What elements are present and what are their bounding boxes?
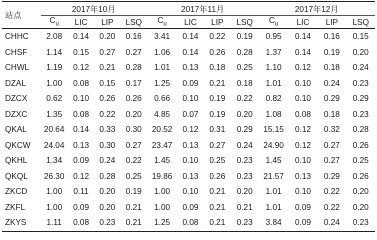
table-row (2, 29, 375, 45)
cu-header: C (268, 16, 275, 26)
site-cell: CHWL (5, 63, 30, 73)
value-cell: 0.14 (73, 32, 89, 42)
value-cell: 0.26 (352, 140, 369, 150)
value-cell: 0.28 (236, 47, 253, 57)
value-cell: 3.84 (258, 215, 288, 231)
metric-header: LIP (101, 17, 114, 27)
value-cell: 0.28 (99, 171, 116, 181)
metric-header: LSQ (352, 17, 369, 27)
value-cell: 1.35 (46, 109, 63, 119)
value-cell: 0.66 (154, 94, 171, 104)
table-row (2, 91, 375, 107)
metric-header: $C_u$ (49, 16, 59, 28)
value-cell: 0.12 (295, 63, 311, 73)
value-cell: 26.30 (43, 171, 65, 181)
data-table (2, 1, 375, 232)
value-cell: 1.01 (265, 78, 282, 88)
metric-header: $C_u$ (157, 16, 167, 28)
period-header-row (2, 2, 375, 16)
value-cell: 4.85 (154, 109, 171, 119)
value-cell: 1.01 (154, 63, 171, 73)
value-cell: 0.20 (236, 187, 253, 197)
value-cell: 1.00 (154, 187, 171, 197)
value-cell: 0.10 (295, 187, 311, 197)
metric-header: LIC (74, 17, 88, 27)
value-cell: 15.15 (263, 125, 284, 135)
value-cell: 3.41 (154, 32, 171, 42)
table-row (2, 60, 375, 76)
value-cell: 0.27 (323, 140, 340, 150)
value-cell: 0.24 (317, 215, 346, 231)
value-cell: 0.23 (352, 109, 369, 119)
value-cell: 0.30 (125, 125, 142, 135)
metric-header: LIC (184, 17, 197, 27)
value-cell: 0.22 (209, 32, 226, 42)
metric-header: LSQ (125, 17, 142, 27)
value-cell: 0.23 (347, 215, 375, 231)
value-cell: 0.21 (209, 78, 226, 88)
value-cell: 0.22 (323, 202, 340, 212)
value-cell: 0.19 (236, 32, 253, 42)
value-cell: 0.23 (236, 156, 253, 166)
cu-header: C (157, 16, 164, 26)
value-cell: 0.20 (236, 109, 253, 119)
value-cell: 0.26 (352, 171, 369, 181)
value-cell: 0.18 (323, 63, 340, 73)
value-cell: 0.09 (182, 78, 199, 88)
value-cell: 2.08 (46, 32, 63, 42)
value-cell: 0.28 (352, 125, 369, 135)
value-cell: 0.08 (177, 215, 203, 231)
value-cell: 0.29 (323, 171, 340, 181)
value-cell: 0.14 (182, 32, 199, 42)
site-cell: DZAL (5, 78, 26, 88)
value-cell: 0.29 (323, 94, 340, 104)
value-cell: 20.64 (43, 125, 65, 135)
value-cell: 0.08 (73, 109, 89, 119)
value-cell: 1.01 (265, 187, 282, 197)
metric-header: LSQ (236, 17, 253, 27)
value-cell: 0.09 (295, 202, 311, 212)
value-cell: 1.00 (46, 202, 63, 212)
value-cell: 0.13 (73, 140, 89, 150)
value-cell: 0.25 (125, 171, 142, 181)
metric-header-row (2, 16, 375, 29)
value-cell: 0.16 (125, 32, 142, 42)
value-cell: 0.09 (73, 156, 89, 166)
site-cell: QKAL (5, 125, 27, 135)
value-cell: 0.10 (73, 94, 89, 104)
value-cell: 0.26 (99, 94, 116, 104)
table-row (2, 107, 375, 123)
value-cell: 0.14 (73, 125, 89, 135)
value-cell: 0.13 (295, 171, 311, 181)
value-cell: 0.23 (352, 78, 369, 88)
value-cell: 0.18 (209, 63, 226, 73)
value-cell: 0.23 (94, 215, 120, 231)
value-cell: 0.15 (73, 47, 89, 57)
value-cell: 0.95 (265, 32, 282, 42)
table-row (2, 138, 375, 154)
value-cell: 0.19 (209, 109, 226, 119)
value-cell: 0.32 (323, 125, 340, 135)
site-cell: QKCW (5, 140, 31, 150)
value-cell: 0.20 (99, 202, 116, 212)
value-cell: 0.20 (125, 109, 142, 119)
value-cell: 0.10 (182, 156, 199, 166)
value-cell: 0.11 (73, 187, 89, 197)
table-body (2, 29, 375, 232)
value-cell: 0.24 (323, 78, 340, 88)
value-cell: 0.08 (68, 215, 94, 231)
metric-header: LIP (325, 17, 338, 27)
value-cell: 0.16 (323, 32, 340, 42)
value-cell: 0.14 (182, 47, 199, 57)
value-cell: 0.19 (323, 47, 340, 57)
value-cell: 0.29 (352, 94, 369, 104)
value-cell: 0.27 (125, 47, 142, 57)
value-cell: 0.07 (182, 109, 199, 119)
value-cell: 21.57 (263, 171, 284, 181)
cu-header: C (49, 16, 56, 26)
value-cell: 0.10 (295, 94, 311, 104)
value-cell: 0.28 (125, 63, 142, 73)
value-cell: 0.20 (99, 32, 116, 42)
value-cell: 0.62 (46, 94, 63, 104)
value-cell: 0.08 (73, 78, 89, 88)
value-cell: 1.01 (265, 202, 282, 212)
value-cell: 0.23 (236, 171, 253, 181)
table-row (2, 169, 375, 185)
value-cell: 0.24 (352, 63, 369, 73)
value-cell: 0.22 (125, 156, 142, 166)
value-cell: 1.00 (46, 187, 63, 197)
value-cell: 0.25 (352, 156, 369, 166)
value-cell: 0.18 (323, 109, 340, 119)
value-cell: 0.25 (236, 63, 253, 73)
table-row (2, 184, 375, 200)
value-cell: 0.24 (99, 156, 116, 166)
period-header: 2017年11月 (147, 2, 258, 16)
value-cell: 0.18 (236, 78, 253, 88)
value-cell: 19.86 (151, 171, 173, 181)
value-cell: 0.12 (73, 63, 89, 73)
value-cell: 1.06 (154, 47, 171, 57)
value-cell: 1.45 (265, 156, 282, 166)
site-cell: CHHC (5, 32, 29, 42)
value-cell: 0.25 (209, 156, 226, 166)
site-header: 站点 (2, 2, 41, 29)
value-cell: 0.21 (209, 202, 226, 212)
value-cell: 1.37 (265, 47, 282, 57)
value-cell: 0.33 (99, 125, 116, 135)
value-cell: 0.82 (265, 94, 282, 104)
value-cell: 0.09 (73, 202, 89, 212)
value-cell: 1.45 (154, 156, 171, 166)
value-cell: 0.12 (295, 125, 311, 135)
table-row (2, 215, 375, 231)
value-cell: 0.13 (182, 171, 199, 181)
value-cell: 1.25 (154, 78, 171, 88)
table-row (2, 122, 375, 138)
value-cell: 0.20 (352, 187, 369, 197)
value-cell: 0.22 (236, 94, 253, 104)
value-cell: 0.15 (352, 32, 369, 42)
value-cell: 0.31 (209, 125, 226, 135)
value-cell: 0.09 (289, 215, 317, 231)
value-cell: 1.25 (147, 215, 177, 231)
value-cell: 1.10 (265, 63, 282, 73)
value-cell: 1.00 (46, 78, 63, 88)
value-cell: 0.21 (236, 202, 253, 212)
value-cell: 0.26 (125, 94, 142, 104)
site-cell: QKHL (5, 156, 28, 166)
value-cell: 0.29 (236, 125, 253, 135)
value-cell: 0.27 (99, 47, 116, 57)
value-cell: 1.00 (154, 202, 171, 212)
value-cell: 0.13 (182, 63, 199, 73)
metric-header: LIC (296, 17, 310, 27)
value-cell: 0.19 (209, 94, 226, 104)
table-row (2, 153, 375, 169)
table-row (2, 200, 375, 216)
value-cell: 0.27 (125, 140, 142, 150)
value-cell: 0.24 (236, 140, 253, 150)
value-cell: 0.13 (182, 140, 199, 150)
value-cell: 0.30 (99, 140, 116, 150)
site-cell: DZXC (5, 109, 28, 119)
value-cell: 1.14 (46, 47, 63, 57)
value-cell: 0.10 (182, 187, 199, 197)
value-cell: 0.09 (182, 202, 199, 212)
value-cell: 0.14 (295, 47, 311, 57)
value-cell: 24.04 (43, 140, 65, 150)
value-cell: 1.11 (41, 215, 68, 231)
value-cell: 0.26 (209, 47, 226, 57)
value-cell: 0.08 (295, 109, 311, 119)
value-cell: 0.19 (125, 187, 142, 197)
value-cell: 20.52 (151, 125, 173, 135)
value-cell: 1.08 (265, 109, 282, 119)
value-cell: 0.21 (204, 215, 231, 231)
value-cell: 0.22 (99, 109, 116, 119)
value-cell: 0.26 (209, 171, 226, 181)
value-cell: 23.47 (151, 140, 173, 150)
site-cell: ZKFL (5, 202, 26, 212)
value-cell: 0.20 (352, 47, 369, 57)
value-cell: 0.12 (73, 171, 89, 181)
value-cell: 0.14 (295, 32, 311, 42)
period-header: 2017年12月 (258, 2, 375, 16)
value-cell: 0.22 (323, 187, 340, 197)
site-cell: ZKYS (2, 215, 41, 231)
value-cell: 0.21 (125, 202, 142, 212)
table-row (2, 76, 375, 92)
value-cell: 1.19 (46, 63, 63, 73)
value-cell: 0.10 (295, 156, 311, 166)
value-cell: 0.27 (323, 156, 340, 166)
site-cell: DZCX (5, 94, 28, 104)
site-cell: CHSF (5, 47, 28, 57)
value-cell: 24.90 (263, 140, 284, 150)
value-cell: 0.23 (231, 215, 258, 231)
value-cell: 0.21 (209, 187, 226, 197)
value-cell: 0.17 (125, 78, 142, 88)
value-cell: 0.21 (99, 63, 116, 73)
value-cell: 0.20 (99, 187, 116, 197)
value-cell: 0.15 (99, 78, 116, 88)
site-cell: ZKCD (5, 187, 28, 197)
value-cell: 1.34 (46, 156, 63, 166)
value-cell: 0.20 (352, 202, 369, 212)
period-header: 2017年10月 (41, 2, 147, 16)
site-cell: QKQL (5, 171, 28, 181)
value-cell: 0.12 (182, 125, 199, 135)
value-cell: 0.10 (182, 94, 199, 104)
table-row (2, 45, 375, 61)
value-cell: 0.12 (295, 140, 311, 150)
metric-header: $C_u$ (268, 16, 279, 28)
value-cell: 0.10 (295, 78, 311, 88)
metric-header: LIP (211, 17, 224, 27)
value-cell: 0.21 (121, 215, 147, 231)
value-cell: 0.27 (209, 140, 226, 150)
